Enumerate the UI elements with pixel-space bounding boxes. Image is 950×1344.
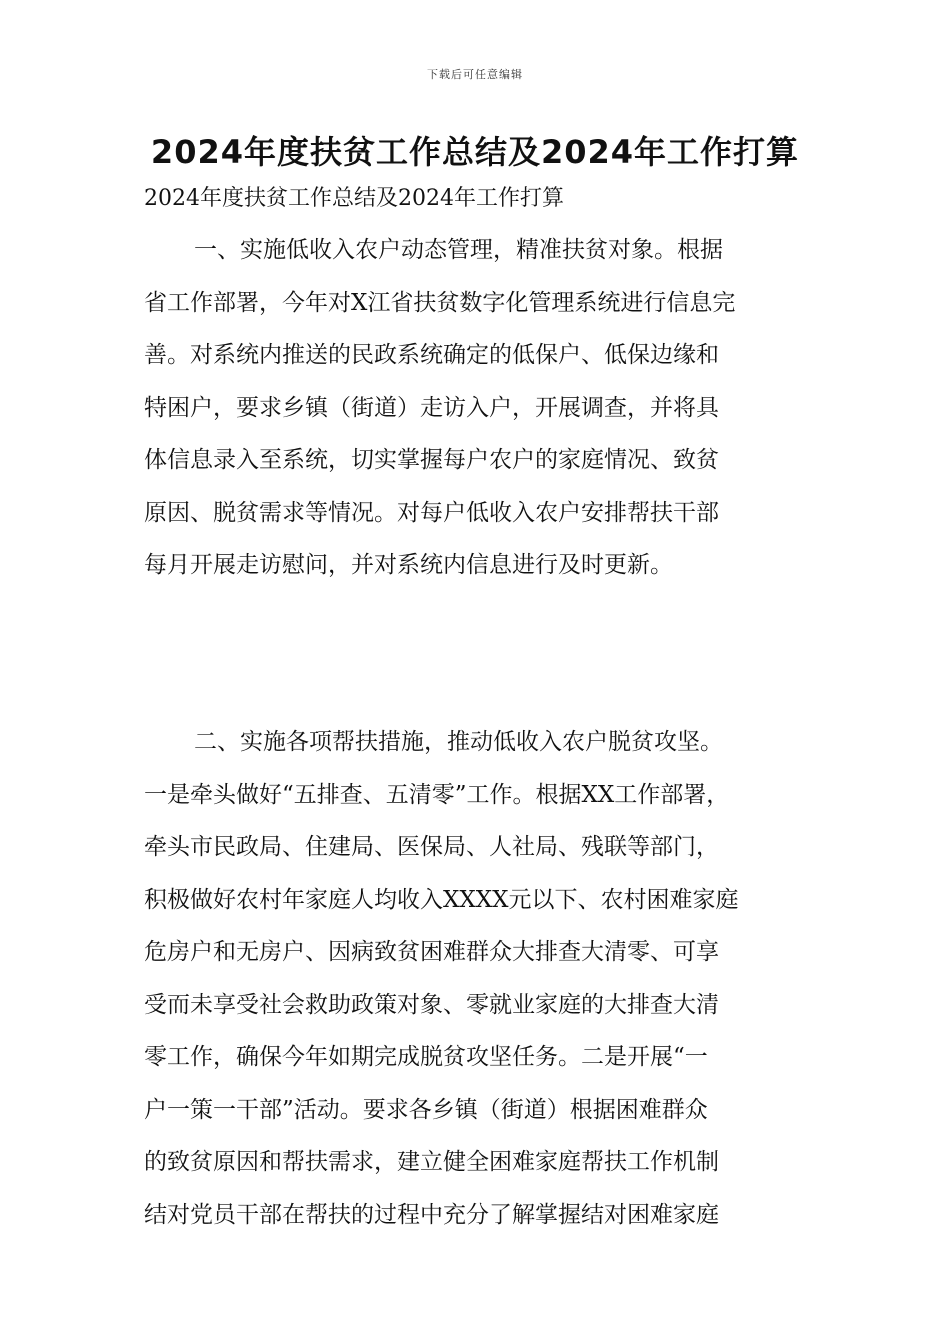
document-title: 2024年度扶贫工作总结及2024年工作打算 [150, 133, 800, 171]
paragraph-line: 零工作，确保今年如期完成脱贫攻坚任务。二是开展“一 [144, 1044, 708, 1070]
paragraph-line: 受而未享受社会救助政策对象、零就业家庭的大排查大清 [144, 991, 719, 1018]
paragraph-line: 善。对系统内推送的民政系统确定的低保户、低保边缘和 [144, 342, 719, 368]
paragraph-line: 危房户和无房户、因病致贫困难群众大排查大清零、可享 [144, 939, 719, 965]
paragraph-line: 原因、脱贫需求等情况。对每户低收入农户安排帮扶干部 [144, 499, 719, 526]
paragraph-line: 一、实施低收入农户动态管理，精准扶贫对象。根据 [194, 237, 723, 263]
paragraph-line: 积极做好农村年家庭人均收入XXXX元以下、农村困难家庭 [144, 886, 739, 913]
paragraph-2 [144, 716, 824, 1241]
paragraph-line: 的致贫原因和帮扶需求，建立健全困难家庭帮扶工作机制 [144, 1149, 719, 1175]
paragraph-line: 每月开展走访慰问，并对系统内信息进行及时更新。 [144, 552, 673, 578]
paragraph-line: 户一策一干部”活动。要求各乡镇（街道）根据困难群众 [144, 1096, 708, 1123]
paragraph-line: 特困户，要求乡镇（街道）走访入户，开展调查，并将具 [144, 394, 719, 421]
paragraph-line: 省工作部署，今年对X江省扶贫数字化管理系统进行信息完 [144, 289, 736, 316]
paragraph-line: 牵头市民政局、住建局、医保局、人社局、残联等部门， [144, 834, 719, 860]
paragraph-line: 体信息录入至系统，切实掌握每户农户的家庭情况、致贫 [144, 447, 719, 473]
paragraph-line: 结对党员干部在帮扶的过程中充分了解掌握结对困难家庭 [144, 1201, 719, 1228]
header-note: 下载后可任意编辑 [427, 68, 523, 81]
paragraph-line: 二、实施各项帮扶措施，推动低收入农户脱贫攻坚。 [194, 729, 723, 755]
paragraph-1 [144, 224, 824, 592]
paragraph-line: 一是牵头做好“五排查、五清零”工作。根据XX工作部署， [144, 781, 730, 808]
document-subtitle: 2024年度扶贫工作总结及2024年工作打算 [144, 186, 564, 211]
